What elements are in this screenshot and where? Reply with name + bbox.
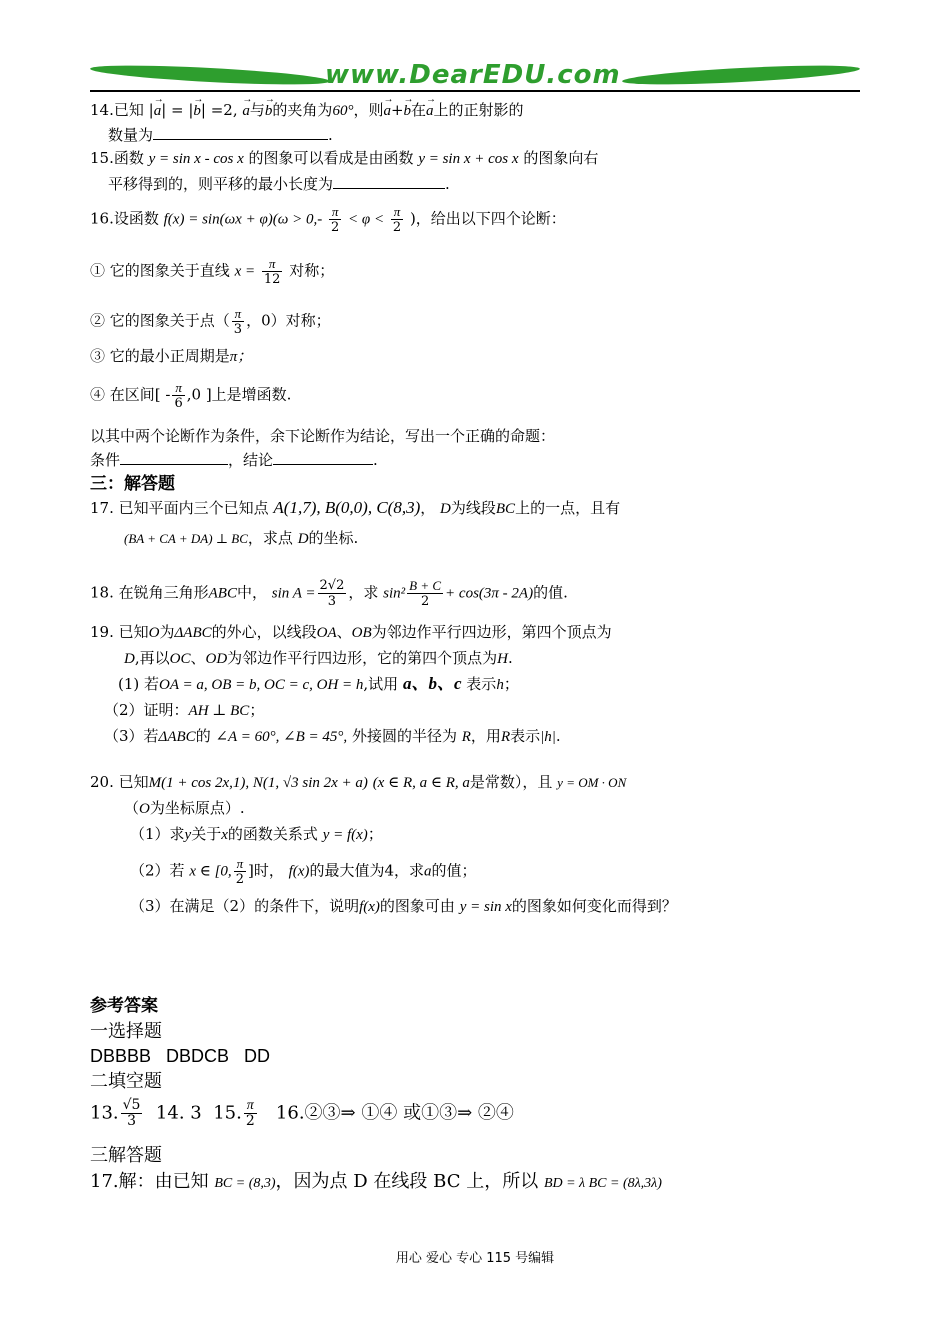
page-footer: 用心 爱心 专心 115 号编辑 [395, 1251, 555, 1266]
q16-item1: ① 它的图象关于直线 x = $\frac{\pi}{12}$ 对称； [90, 256, 335, 287]
q16-item4: ④ 在区间[ - $\frac{\pi}{6}$ ,0 ]上是增函数. [90, 380, 292, 411]
answers-fill-heading: 二填空题 [90, 1071, 162, 1092]
q19-part3: （3）若ΔABC的 ∠A = 60°, ∠B = 45°, 外接圆的半径为 R，用R表示|h|. [104, 727, 561, 745]
answers-fill: 13. $\frac{√5}{3}$ 14. 3 15. $\frac{\pi}{2}$ 16.②③⇒ ①④ 或①③⇒ ②④ [90, 1097, 514, 1129]
q19-part1: (1) 若OA = a, OB = b, OC = c, OH = h,试用 a、b、c 表示h； [118, 674, 519, 693]
q20-part3: （3）在满足（2）的条件下，说明f(x)的图象可由 y = sin x的图象如何变化而得到？ [130, 897, 677, 915]
header-rule [90, 90, 860, 92]
logo-swoosh-left [90, 62, 330, 89]
section-title-solutions: 三：解答题 [90, 474, 175, 494]
q19-line1: 19. 已知O为ΔABC的外心，以线段OA、OB为邻边作平行四边形，第四个顶点为 [90, 623, 612, 641]
q16-item3: ③ 它的最小正周期是π； [90, 347, 253, 365]
q20-part1: （1）求y关于x的函数关系式 y = f(x)； [130, 825, 383, 843]
q17-line1: 17. 已知平面内三个已知点 A(1,7), B(0,0), C(8,3)， D为线段BC上的一点，且有 [90, 498, 621, 517]
answers-mc: DBBBB DBDCB DD [90, 1046, 271, 1066]
answers-solution-heading: 三解答题 [90, 1145, 162, 1166]
answers-q17: 17.解：由已知 BC = (8,3)，因为点 D 在线段 BC 上，所以 BD = λ BC = (8λ,3λ) [90, 1171, 662, 1192]
q15-line1: 15.函数 y = sin x - cos x 的图象可以看成是由函数 y = sin x + cos x 的图象向右 [90, 149, 599, 167]
q16-item2: ② 它的图象关于点（ $\frac{\pi}{3}$ ，0）对称； [90, 306, 331, 337]
q16-answer-blanks: 条件 ，结论 . [90, 451, 378, 469]
q20-part2: （2）若 x ∈ [0, $\frac{\pi}{2}$ ]时， f(x)的最大值为4，求a的值； [130, 856, 477, 887]
q17-line2: (BA + CA + DA) ⊥ BC，求点 D的坐标. [124, 529, 359, 547]
answers-title: 参考答案 [90, 996, 158, 1016]
site-logo: www.DearEDU.com [325, 60, 621, 90]
answers-mc-heading: 一选择题 [90, 1021, 162, 1042]
q19-part2: （2）证明：AH ⊥ BC； [104, 701, 265, 719]
q20-line1: 20. 已知M(1 + cos 2x,1), N(1, √3 sin 2x + a) (x ∈ R, a ∈ R, a是常数），且 y = OM · ON [90, 773, 627, 791]
q16-instruction: 以其中两个论断作为条件，余下论断作为结论，写出一个正确的命题： [90, 427, 556, 445]
q14-line1: 14.已知 |→ a| = |→ b| =2, → a与→ b的夹角为60°，则→ a+→ b在→ a上的正射影的 [90, 100, 524, 121]
q20-line2: （O为坐标原点）. [124, 799, 245, 817]
q15-line2: 平移得到的，则平移的最小长度为 . [108, 175, 450, 193]
q16-stem: 16.设函数 f(x) = sin(ωx + φ)(ω > 0,- $\frac{\pi}{2}$ < φ < $\frac{\pi}{2}$ )，给出以下四个论断： [90, 204, 566, 235]
q14-line2: 数量为 . [108, 126, 333, 144]
q19-line2: D,再以OC、OD为邻边作平行四边形，它的第四个顶点为H. [124, 649, 513, 667]
q18-line: 18. 在锐角三角形ABC中， sin A = $\frac{2√2}{3}$ ，求 sin² $\frac{B + C}{2}$ + cos(3π - 2A)的值. [90, 578, 568, 609]
logo-swoosh-right [622, 62, 860, 88]
